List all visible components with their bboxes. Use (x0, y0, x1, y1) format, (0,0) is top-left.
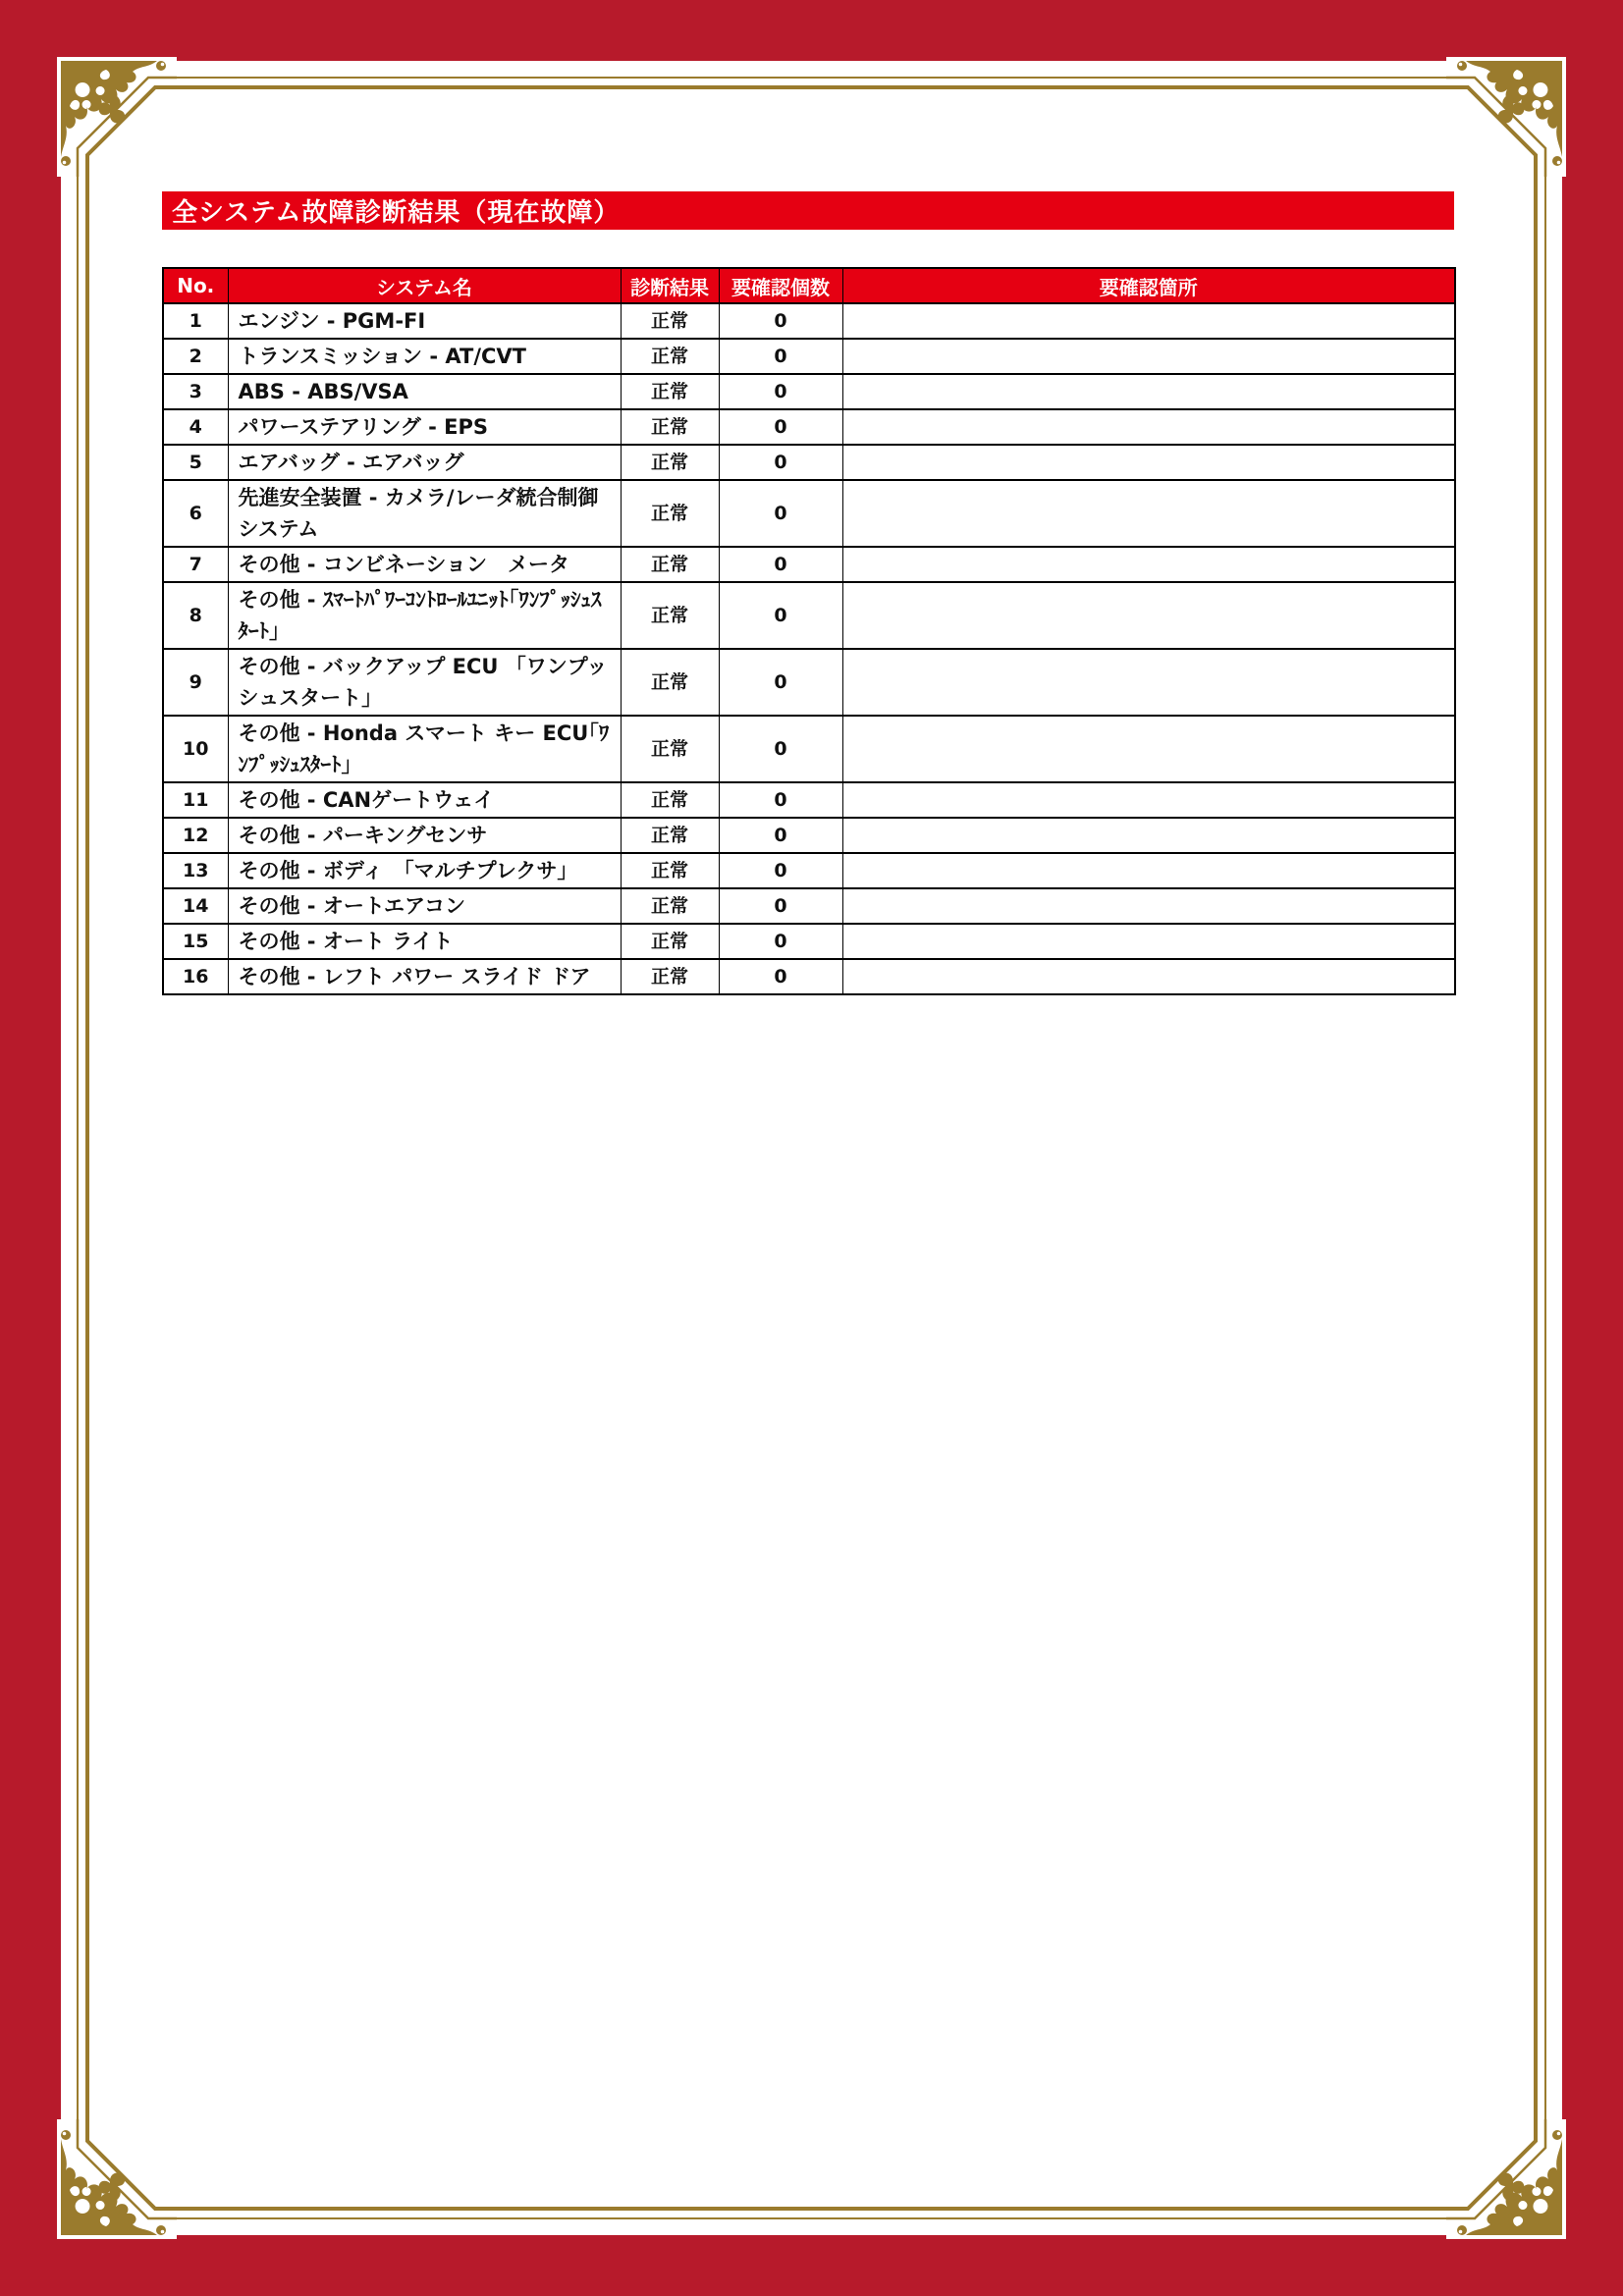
check-locations (842, 888, 1455, 924)
check-count: 0 (719, 409, 842, 445)
diagnosis-result: 正常 (621, 303, 719, 339)
system-name: パワーステアリング - EPS (228, 409, 621, 445)
system-name: その他 - オート ライト (228, 924, 621, 959)
row-number: 13 (163, 853, 228, 888)
column-header-system: システム名 (228, 268, 621, 303)
check-locations (842, 409, 1455, 445)
row-number: 10 (163, 716, 228, 782)
system-name: その他 - Honda スマート キー ECU｢ﾜﾝﾌﾟｯｼｭｽﾀｰﾄ｣ (228, 716, 621, 782)
row-number: 8 (163, 582, 228, 649)
check-count: 0 (719, 582, 842, 649)
row-number: 15 (163, 924, 228, 959)
diagnosis-result: 正常 (621, 959, 719, 994)
diagnostic-results-table (162, 267, 1456, 995)
check-count: 0 (719, 445, 842, 480)
gold-corner-ornament-icon (57, 2119, 177, 2239)
check-locations (842, 445, 1455, 480)
table-row (163, 409, 1455, 445)
system-name: その他 - ｽﾏｰﾄﾊﾟﾜｰｺﾝﾄﾛｰﾙﾕﾆｯﾄ｢ﾜﾝﾌﾟｯｼｭｽﾀｰﾄ｣ (228, 582, 621, 649)
diagnosis-result: 正常 (621, 782, 719, 818)
table-row (163, 649, 1455, 716)
table-row (163, 303, 1455, 339)
row-number: 11 (163, 782, 228, 818)
check-locations (842, 924, 1455, 959)
check-locations (842, 303, 1455, 339)
table-row (163, 339, 1455, 374)
table-row (163, 547, 1455, 582)
table-row (163, 582, 1455, 649)
check-count: 0 (719, 924, 842, 959)
check-locations (842, 959, 1455, 994)
table-row (163, 716, 1455, 782)
check-count: 0 (719, 303, 842, 339)
diagnosis-result: 正常 (621, 582, 719, 649)
system-name: その他 - ボディ 「マルチプレクサ」 (228, 853, 621, 888)
diagnosis-result: 正常 (621, 716, 719, 782)
column-header-result: 診断結果 (621, 268, 719, 303)
row-number: 9 (163, 649, 228, 716)
check-count: 0 (719, 716, 842, 782)
diagnosis-result: 正常 (621, 649, 719, 716)
check-locations (842, 480, 1455, 547)
system-name: 先進安全装置 - カメラ/レーダ統合制御システム (228, 480, 621, 547)
check-count: 0 (719, 649, 842, 716)
check-locations (842, 853, 1455, 888)
row-number: 6 (163, 480, 228, 547)
diagnosis-result: 正常 (621, 480, 719, 547)
table-header-row (163, 268, 1455, 303)
system-name: トランスミッション - AT/CVT (228, 339, 621, 374)
check-count: 0 (719, 547, 842, 582)
check-count: 0 (719, 853, 842, 888)
table-row (163, 445, 1455, 480)
gold-corner-ornament-icon (1446, 2119, 1566, 2239)
system-name: その他 - オートエアコン (228, 888, 621, 924)
report-title-bar (162, 191, 1454, 230)
system-name: ABS - ABS/VSA (228, 374, 621, 409)
row-number: 4 (163, 409, 228, 445)
check-count: 0 (719, 888, 842, 924)
table-header (163, 268, 1455, 303)
gold-corner-ornament-icon (57, 57, 177, 177)
diagnosis-result: 正常 (621, 374, 719, 409)
system-name: その他 - コンビネーション メータ (228, 547, 621, 582)
row-number: 5 (163, 445, 228, 480)
check-count: 0 (719, 818, 842, 853)
table-body (163, 303, 1455, 994)
check-count: 0 (719, 959, 842, 994)
system-name: その他 - CANゲートウェイ (228, 782, 621, 818)
check-locations (842, 716, 1455, 782)
system-name: その他 - バックアップ ECU 「ワンプッシュスタート」 (228, 649, 621, 716)
check-count: 0 (719, 339, 842, 374)
check-locations (842, 339, 1455, 374)
gold-corner-ornament-icon (1446, 57, 1566, 177)
diagnosis-result: 正常 (621, 888, 719, 924)
diagnosis-result: 正常 (621, 339, 719, 374)
check-locations (842, 818, 1455, 853)
row-number: 12 (163, 818, 228, 853)
column-header-no: No. (163, 268, 228, 303)
table-row (163, 853, 1455, 888)
table-row (163, 818, 1455, 853)
report-title: 全システム故障診断結果（現在故障） (172, 198, 621, 228)
table-row (163, 374, 1455, 409)
diagnosis-result: 正常 (621, 853, 719, 888)
check-count: 0 (719, 782, 842, 818)
table-row (163, 924, 1455, 959)
system-name: エンジン - PGM-FI (228, 303, 621, 339)
table-row (163, 888, 1455, 924)
diagnosis-result: 正常 (621, 445, 719, 480)
diagnosis-result: 正常 (621, 924, 719, 959)
check-count: 0 (719, 480, 842, 547)
table-row (163, 782, 1455, 818)
system-name: その他 - パーキングセンサ (228, 818, 621, 853)
row-number: 2 (163, 339, 228, 374)
check-locations (842, 374, 1455, 409)
column-header-count: 要確認個数 (719, 268, 842, 303)
row-number: 3 (163, 374, 228, 409)
row-number: 16 (163, 959, 228, 994)
check-locations (842, 547, 1455, 582)
row-number: 7 (163, 547, 228, 582)
check-locations (842, 582, 1455, 649)
diagnosis-result: 正常 (621, 547, 719, 582)
row-number: 14 (163, 888, 228, 924)
check-count: 0 (719, 374, 842, 409)
system-name: その他 - レフト パワー スライド ドア (228, 959, 621, 994)
diagnosis-result: 正常 (621, 818, 719, 853)
table-row (163, 959, 1455, 994)
row-number: 1 (163, 303, 228, 339)
system-name: エアバッグ - エアバッグ (228, 445, 621, 480)
table-row (163, 480, 1455, 547)
column-header-locations: 要確認箇所 (842, 268, 1455, 303)
check-locations (842, 649, 1455, 716)
diagnosis-result: 正常 (621, 409, 719, 445)
check-locations (842, 782, 1455, 818)
